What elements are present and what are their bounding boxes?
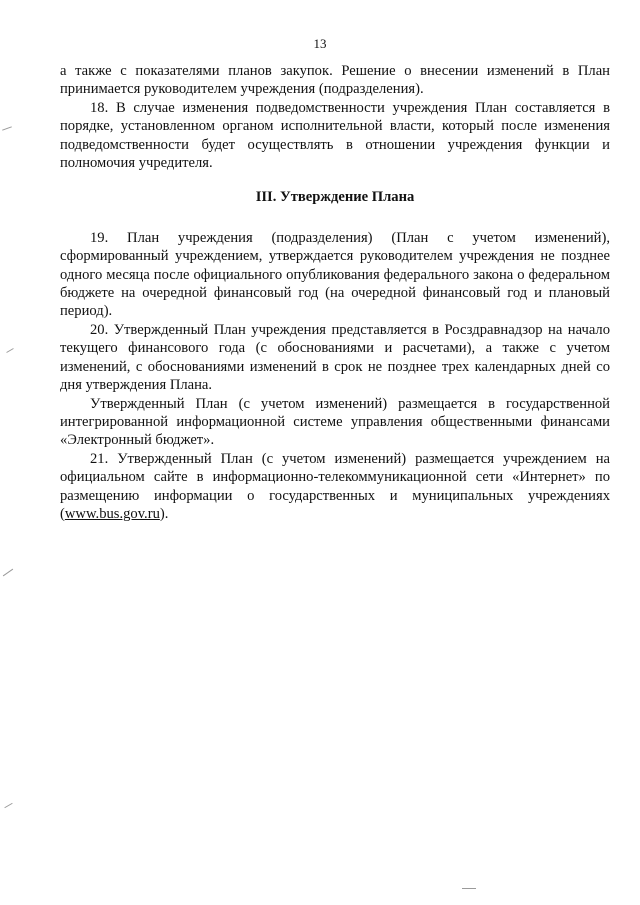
paragraph-21-text: 21. Утвержденный План (с учетом изменений) размещается учреждением на официальном сайте в информационно-телекоммуникационной сети «Интернет» по размещению информации о государственных и муниципальных учреждениях ( (60, 450, 610, 522)
paragraph-21-end: ). (159, 505, 169, 522)
scan-mark (3, 569, 13, 577)
continuation-paragraph: а также с показателями планов закупок. Решение о внесении изменений в План принимается руководителем учреждения (подразделения). (60, 63, 610, 98)
scan-mark (462, 888, 476, 889)
paragraph-20-placement: Утвержденный План (с учетом изменений) размещается в государственной интегрированной информационной системе управления общественными финансами «Электронный бюджет». (60, 395, 610, 449)
scan-mark (2, 126, 12, 130)
section-title: III. Утверждение Плана (255, 189, 415, 206)
scan-mark (4, 803, 12, 808)
scan-mark (6, 348, 13, 353)
bus-gov-link[interactable]: www.bus.gov.ru (64, 505, 160, 522)
page-number: 13 (313, 36, 327, 51)
document-body (60, 62, 610, 523)
paragraph-20: 20. Утвержденный План учреждения представляется в Росздравнадзор на начало текущего финансового года (с обоснованиями и расчетами), а также с учетом изменений, с обоснованиями изменений в срок не позднее трех календарных дней со дня утверждения Плана. (60, 321, 610, 394)
paragraph-18: 18. В случае изменения подведомственности учреждения План составляется в порядке, установленном органом исполнительной власти, который после изменения подведомственности будет осуществлять в отношении учреждения функции и полномочия учредителя. (60, 99, 610, 172)
paragraph-21 (60, 450, 610, 524)
paragraph-19: 19. План учреждения (подразделения) (План с учетом изменений), сформированный учреждением, утверждается руководителем учреждения не позднее одного месяца после официального опубликования федерального закона о федеральном бюджете на очередной финансовый год (на очередной финансовый год и плановый период). (60, 229, 610, 320)
